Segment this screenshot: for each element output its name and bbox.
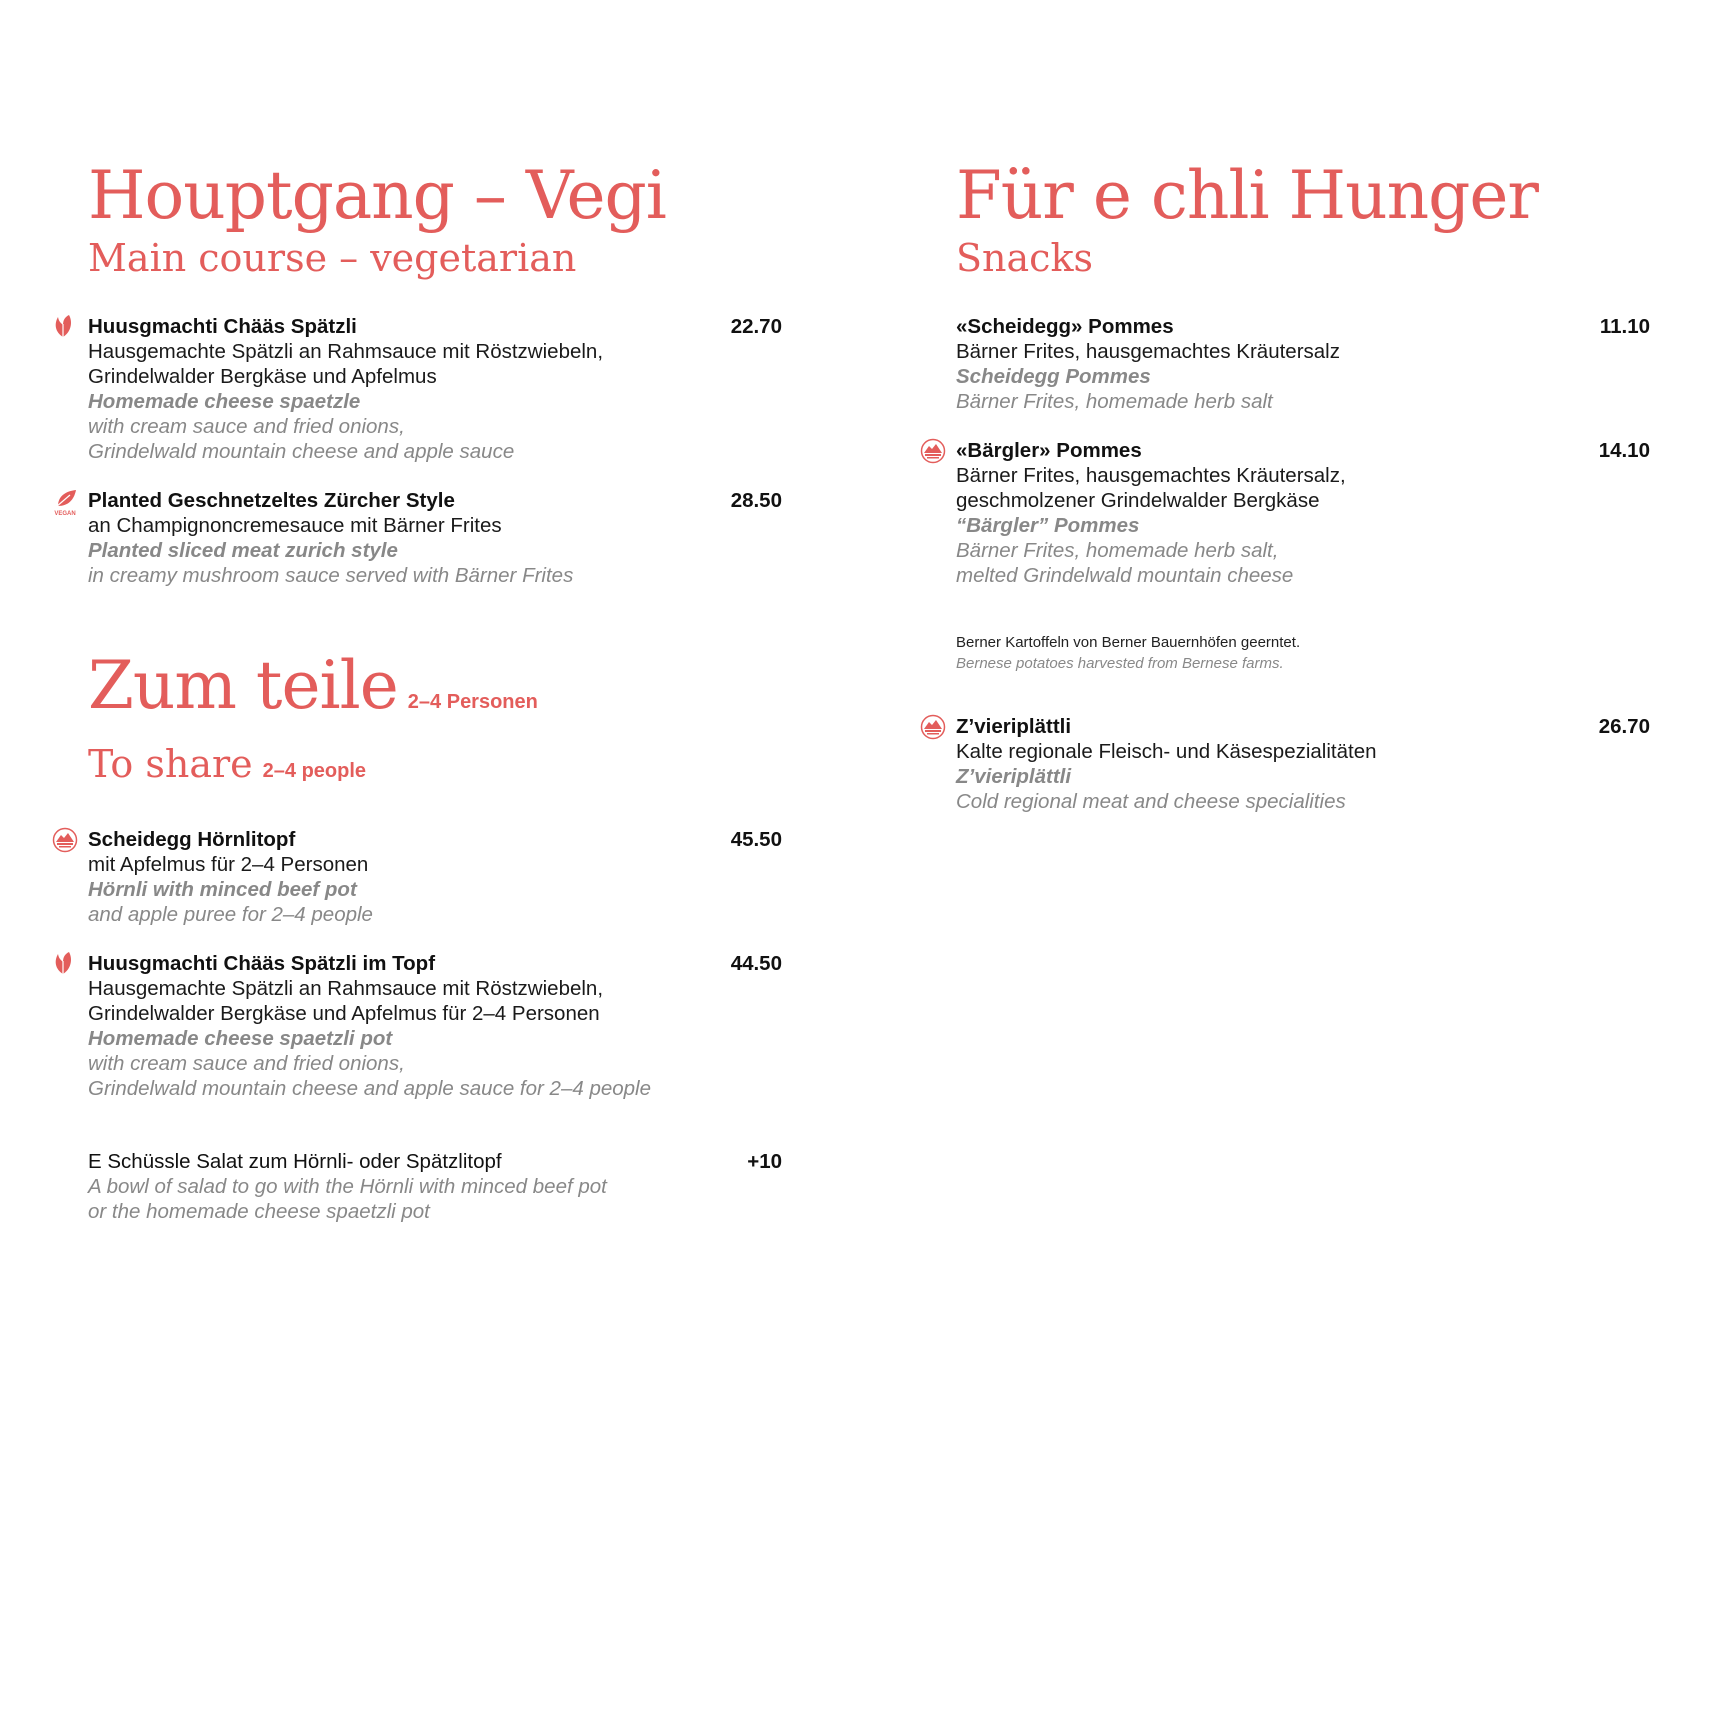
item-en-name: “Bärgler” Pommes [956,514,1140,537]
item-en-desc-line: with cream sauce and fried onions, [88,1052,405,1075]
menu-item [88,951,782,1101]
note-de: Berner Kartoffeln von Berner Bauernhöfen geerntet. [956,634,1301,651]
item-en-desc-line: Grindelwald mountain cheese and apple sauce [88,440,515,463]
item-price: 26.70 [1598,715,1650,738]
item-name: Huusgmachti Chääs Spätzli im Topf [88,952,436,975]
item-desc-line: Bärner Frites, hausgemachtes Kräutersalz, [956,464,1346,487]
right-column [956,157,1650,838]
item-price: 44.50 [730,952,782,975]
item-name: Planted Geschnetzeltes Zürcher Style [88,489,455,512]
item-en-name: Planted sliced meat zurich style [88,539,398,562]
item-desc-line: Hausgemachte Spätzli an Rahmsauce mit Röstzwiebeln, [88,977,604,1000]
section-subtitle-text: To share [88,742,253,786]
section-title-text: Zum teile [88,647,398,724]
menu-list [88,827,782,1101]
item-en-desc-line: in creamy mushroom sauce served with Bärner Frites [88,564,574,587]
item-price: 22.70 [730,315,782,338]
section-subtitle: Snacks [956,236,1093,280]
item-en-name: Hörnli with minced beef pot [88,878,357,901]
potato-note [956,632,1650,674]
item-price: 28.50 [730,489,782,512]
item-name: Z’vieriplättli [956,715,1072,738]
item-desc-line: an Champignoncremesauce mit Bärner Frites [88,514,502,537]
item-desc-line: Grindelwalder Bergkäse und Apfelmus [88,365,437,388]
salad-item [88,1149,782,1224]
item-desc-line: Kalte regionale Fleisch- und Käsespezialitäten [956,740,1377,763]
menu-item [956,314,1650,414]
section-title: Für e chli Hunger [956,157,1538,234]
regional-product-icon [52,827,78,853]
section-title: Houptgang – Vegi [88,157,666,234]
item-name: «Scheidegg» Pommes [956,315,1174,338]
item-desc-line: geschmolzener Grindelwalder Bergkäse [956,489,1320,512]
item-en-name: Homemade cheese spaetzle [88,390,361,413]
menu-item [88,314,782,464]
vegan-leaf-icon [52,488,78,514]
item-en-name: Z’vieriplättli [956,765,1072,788]
item-en-desc-line: Grindelwald mountain cheese and apple sauce for 2–4 people [88,1077,651,1100]
note-en: Bernese potatoes harvested from Bernese farms. [956,655,1284,672]
item-en-name: Homemade cheese spaetzli pot [88,1027,393,1050]
menu-list [54,314,782,588]
item-en-desc-line: with cream sauce and fried onions, [88,415,405,438]
item-desc-line: Hausgemachte Spätzli an Rahmsauce mit Röstzwiebeln, [88,340,604,363]
persons-label: 2–4 people [262,760,367,782]
menu-list [956,314,1650,588]
section-subtitle [88,742,782,793]
item-desc-line: Grindelwalder Bergkäse und Apfelmus für 2–4 Personen [88,1002,600,1025]
left-column [54,157,782,1223]
item-name: Scheidegg Hörnlitopf [88,828,296,851]
item-price: 45.50 [730,828,782,851]
item-price: +10 [747,1150,782,1173]
item-en-desc-line: Bärner Frites, homemade herb salt, [956,539,1279,562]
leaf-icon [52,314,78,340]
leaf-icon [52,951,78,977]
item-desc-line: Bärner Frites, hausgemachtes Kräutersalz [956,340,1340,363]
item-name: «Bärgler» Pommes [956,439,1142,462]
section-subtitle: Main course – vegetarian [88,236,577,280]
item-en-desc-line: or the homemade cheese spaetzli pot [88,1200,430,1223]
menu-list [956,714,1650,814]
section-title [88,647,782,738]
item-price: 14.10 [1598,439,1650,462]
section-to-share [88,647,782,1248]
item-desc-line: mit Apfelmus für 2–4 Personen [88,853,369,876]
section-snacks [956,157,1650,814]
persons-label: 2–4 Personen [407,691,538,713]
regional-product-icon [920,438,946,464]
regional-product-icon [920,714,946,740]
menu-item [956,438,1650,588]
item-en-name: Scheidegg Pommes [956,365,1151,388]
item-en-desc-line: melted Grindelwald mountain cheese [956,564,1294,587]
menu-item [956,714,1650,814]
item-en-desc-line: Cold regional meat and cheese specialities [956,790,1346,813]
menu-item [54,488,782,588]
item-price: 11.10 [1599,315,1650,338]
item-en-desc-line: and apple puree for 2–4 people [88,903,373,926]
item-en-desc-line: A bowl of salad to go with the Hörnli with minced beef pot [88,1175,607,1198]
item-name: Huusgmachti Chääs Spätzli [88,315,357,338]
menu-item [88,827,782,927]
section-main-course [54,157,782,588]
svg-text:VEGAN: VEGAN [54,511,76,516]
item-en-desc-line: Bärner Frites, homemade herb salt [956,390,1273,413]
item-name: E Schüssle Salat zum Hörnli- oder Spätzlitopf [88,1150,502,1173]
